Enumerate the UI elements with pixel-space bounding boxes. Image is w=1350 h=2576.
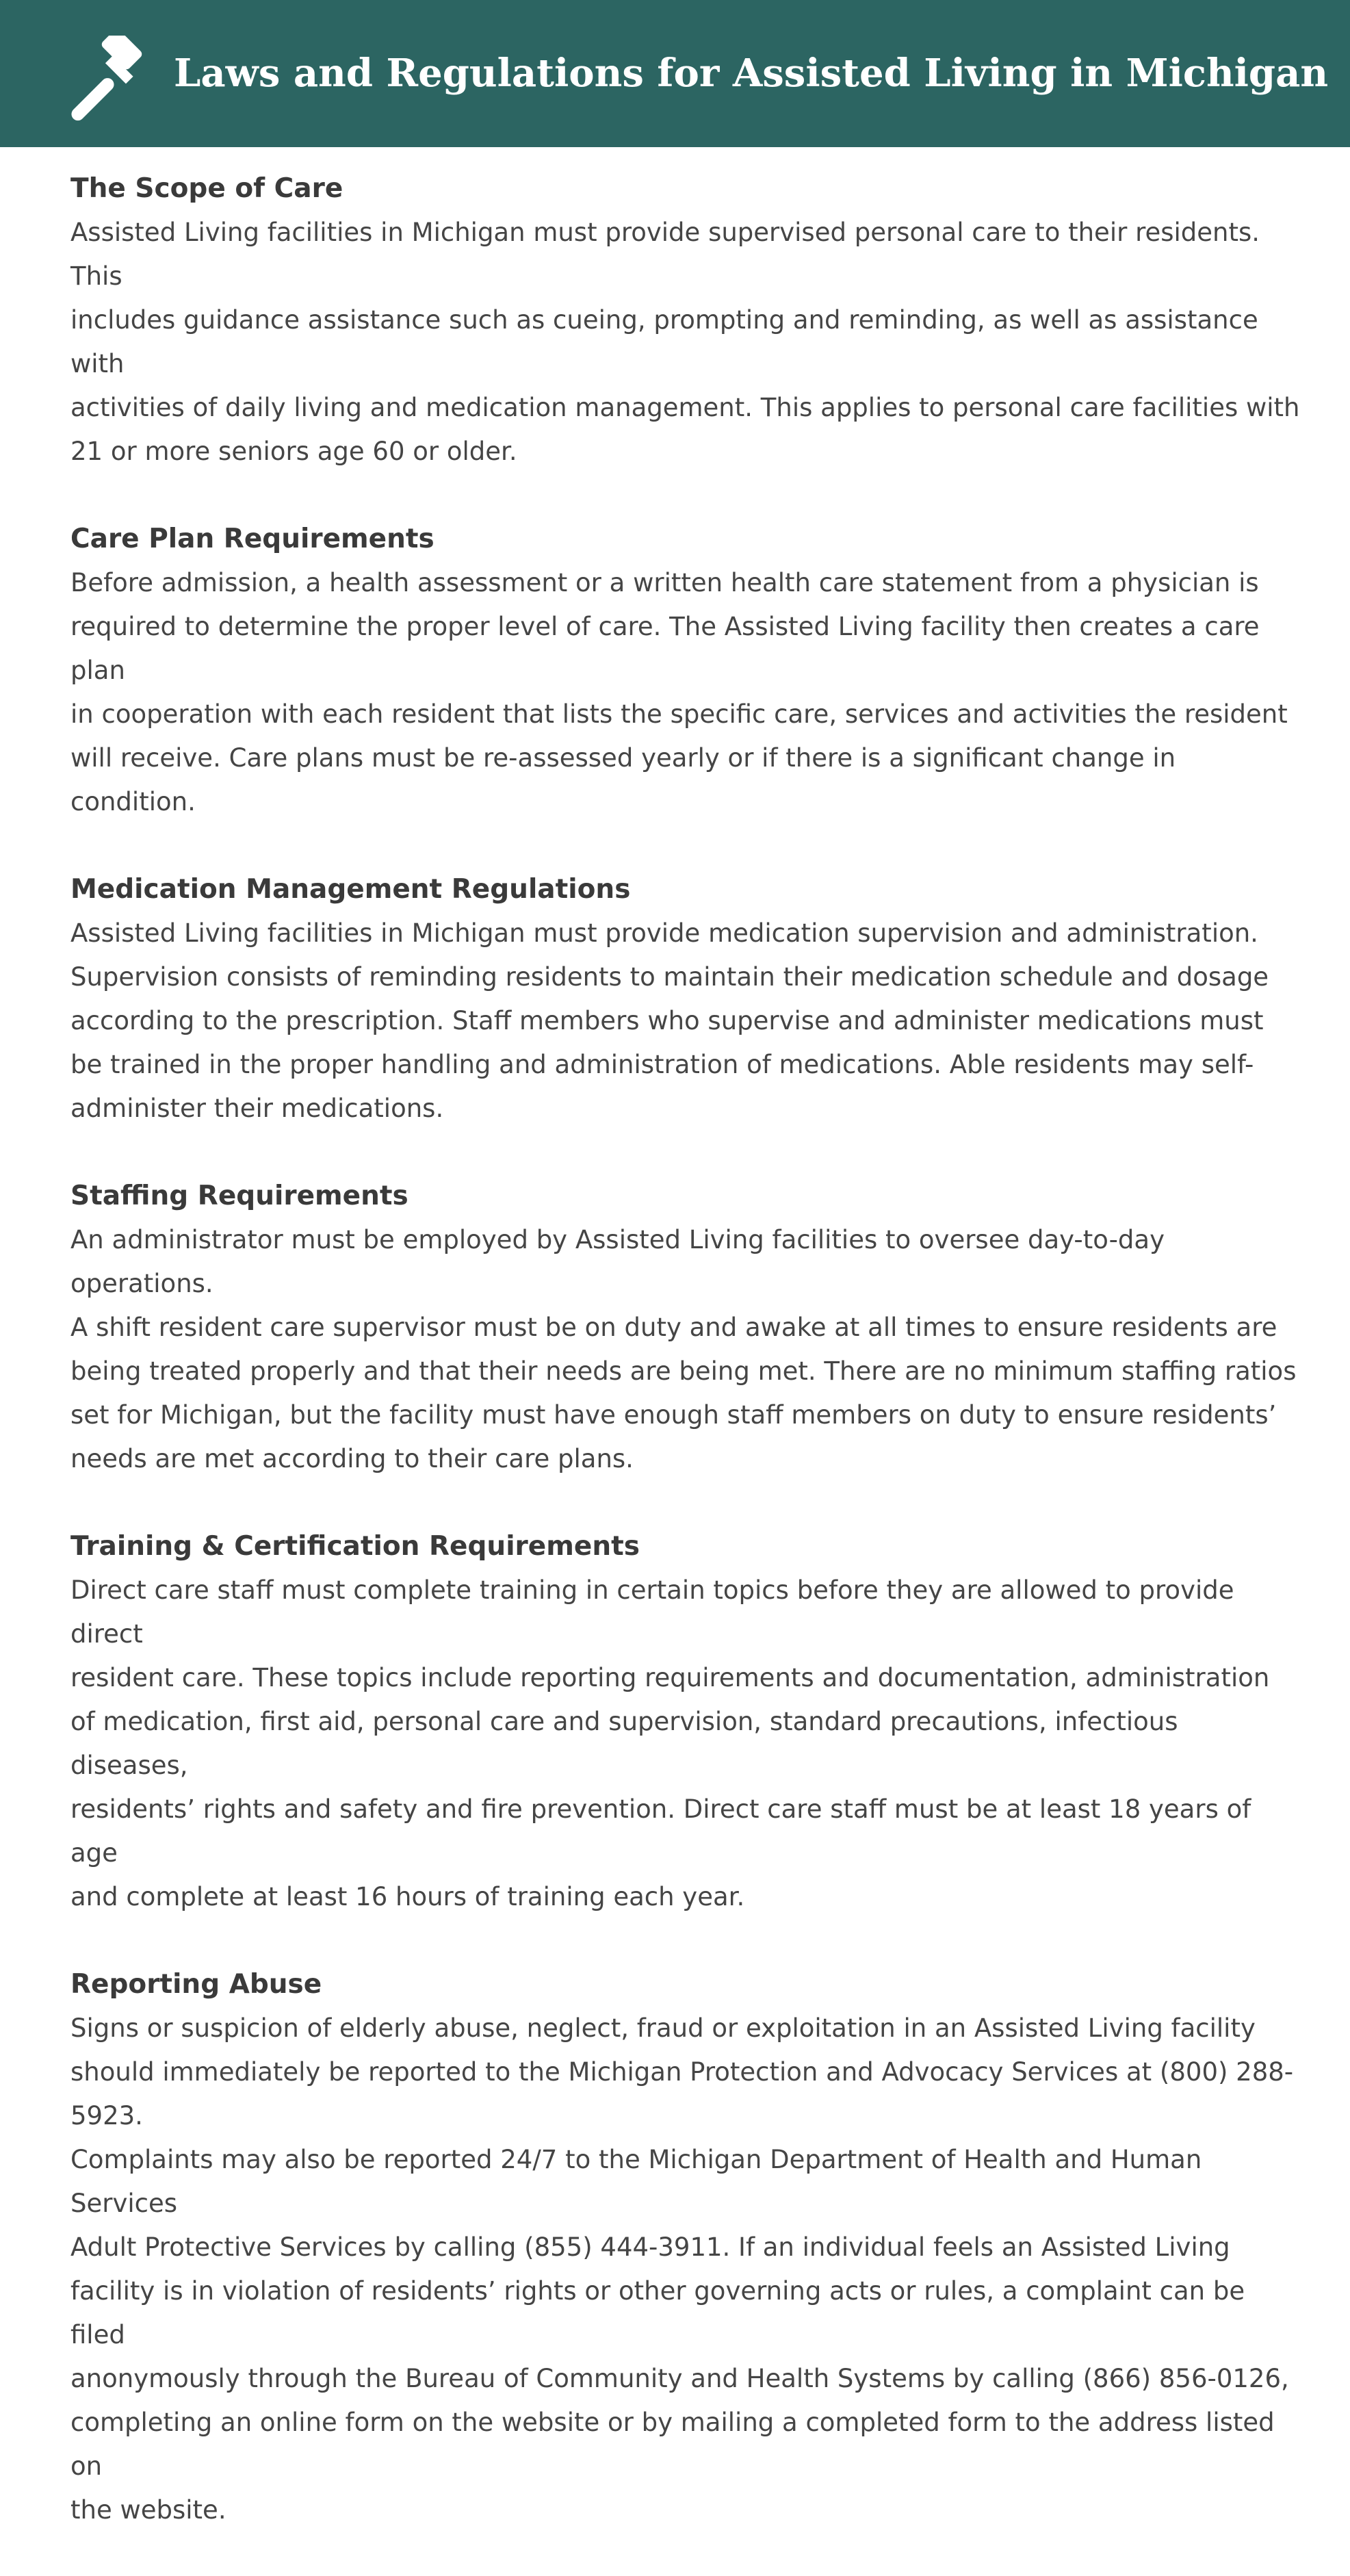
body-line: required to determine the proper level of care. The Assisted Living facility then creates a care plan xyxy=(70,612,1260,685)
section-heading: Medication Management Regulations xyxy=(70,874,631,905)
main-content xyxy=(70,167,1302,2576)
section-scope-of-care xyxy=(70,167,1302,474)
body-line: be trained in the proper handling and administration of medications. Able residents may self- xyxy=(70,1050,1254,1079)
body-line: activities of daily living and medication management. This applies to personal care facilities with xyxy=(70,393,1300,422)
body-line: completing an online form on the website or by mailing a completed form to the address listed on xyxy=(70,2408,1275,2481)
body-line: needs are met according to their care plans. xyxy=(70,1444,634,1473)
body-line: facility is in violation of residents’ rights or other governing acts or rules, a complaint can be filed xyxy=(70,2276,1245,2349)
section-care-plan-requirements xyxy=(70,517,1302,824)
body-line: residents’ rights and safety and fire prevention. Direct care staff must be at least 18 years of age xyxy=(70,1794,1251,1868)
body-line: Assisted Living facilities in Michigan must provide medication supervision and administration. xyxy=(70,918,1258,948)
body-line: resident care. These topics include reporting requirements and documentation, administration xyxy=(70,1663,1270,1692)
body-line: Complaints may also be reported 24/7 to the Michigan Department of Health and Human Services xyxy=(70,2145,1202,2218)
section-body xyxy=(70,2007,1302,2532)
body-line: of medication, first aid, personal care and supervision, standard precautions, infectious diseases, xyxy=(70,1707,1178,1780)
body-line: in cooperation with each resident that lists the specific care, services and activities the resident xyxy=(70,699,1288,729)
section-body xyxy=(70,211,1302,474)
body-line: Before admission, a health assessment or a written health care statement from a physician is xyxy=(70,568,1259,597)
body-line: includes guidance assistance such as cueing, prompting and reminding, as well as assistance with xyxy=(70,305,1258,378)
section-heading: The Scope of Care xyxy=(70,173,343,204)
section-body xyxy=(70,561,1302,824)
section-heading: Reporting Abuse xyxy=(70,1969,322,2000)
body-line: and complete at least 16 hours of training each year. xyxy=(70,1882,745,1911)
body-line: according to the prescription. Staff members who supervise and administer medications must xyxy=(70,1006,1264,1035)
section-body xyxy=(70,912,1302,1131)
body-line: Supervision consists of reminding residents to maintain their medication schedule and dosage xyxy=(70,962,1269,992)
body-line: Adult Protective Services by calling (855) 444-3911. If an individual feels an Assisted Living xyxy=(70,2232,1230,2262)
section-body xyxy=(70,1569,1302,1919)
body-line: being treated properly and that their needs are being met. There are no minimum staffing ratios xyxy=(70,1356,1297,1386)
section-heading: Care Plan Requirements xyxy=(70,524,434,554)
body-line: 21 or more seniors age 60 or older. xyxy=(70,437,517,466)
section-reporting-abuse xyxy=(70,1963,1302,2532)
body-line: An administrator must be employed by Assisted Living facilities to oversee day-to-day operations. xyxy=(70,1225,1165,1298)
body-line: Assisted Living facilities in Michigan must provide supervised personal care to their residents. This xyxy=(70,218,1260,291)
section-medication-management xyxy=(70,868,1302,1131)
body-line: anonymously through the Bureau of Community and Health Systems by calling (866) 856-0126, xyxy=(70,2364,1289,2393)
gavel-icon xyxy=(67,36,153,121)
body-line: set for Michigan, but the facility must have enough staff members on duty to ensure residents’ xyxy=(70,1400,1277,1430)
body-line: the website. xyxy=(70,2495,226,2525)
section-staffing-requirements xyxy=(70,1174,1302,1481)
section-heading: Staffing Requirements xyxy=(70,1181,408,1211)
section-body xyxy=(70,1218,1302,1481)
section-training-certification xyxy=(70,1525,1302,1919)
section-heading: Training & Certification Requirements xyxy=(70,1531,640,1562)
body-line: A shift resident care supervisor must be on duty and awake at all times to ensure residents are xyxy=(70,1313,1277,1342)
header-banner xyxy=(0,0,1350,147)
body-line: will receive. Care plans must be re-assessed yearly or if there is a significant change in condition. xyxy=(70,743,1176,816)
body-line: Signs or suspicion of elderly abuse, neglect, fraud or exploitation in an Assisted Living facility xyxy=(70,2013,1256,2043)
body-line: administer their medications. xyxy=(70,1094,444,1123)
body-line: should immediately be reported to the Michigan Protection and Advocacy Services at (800) 288-5923. xyxy=(70,2057,1294,2130)
body-line: Direct care staff must complete training in certain topics before they are allowed to provide direct xyxy=(70,1575,1234,1649)
page-title: Laws and Regulations for Assisted Living in Michigan xyxy=(174,51,1329,96)
